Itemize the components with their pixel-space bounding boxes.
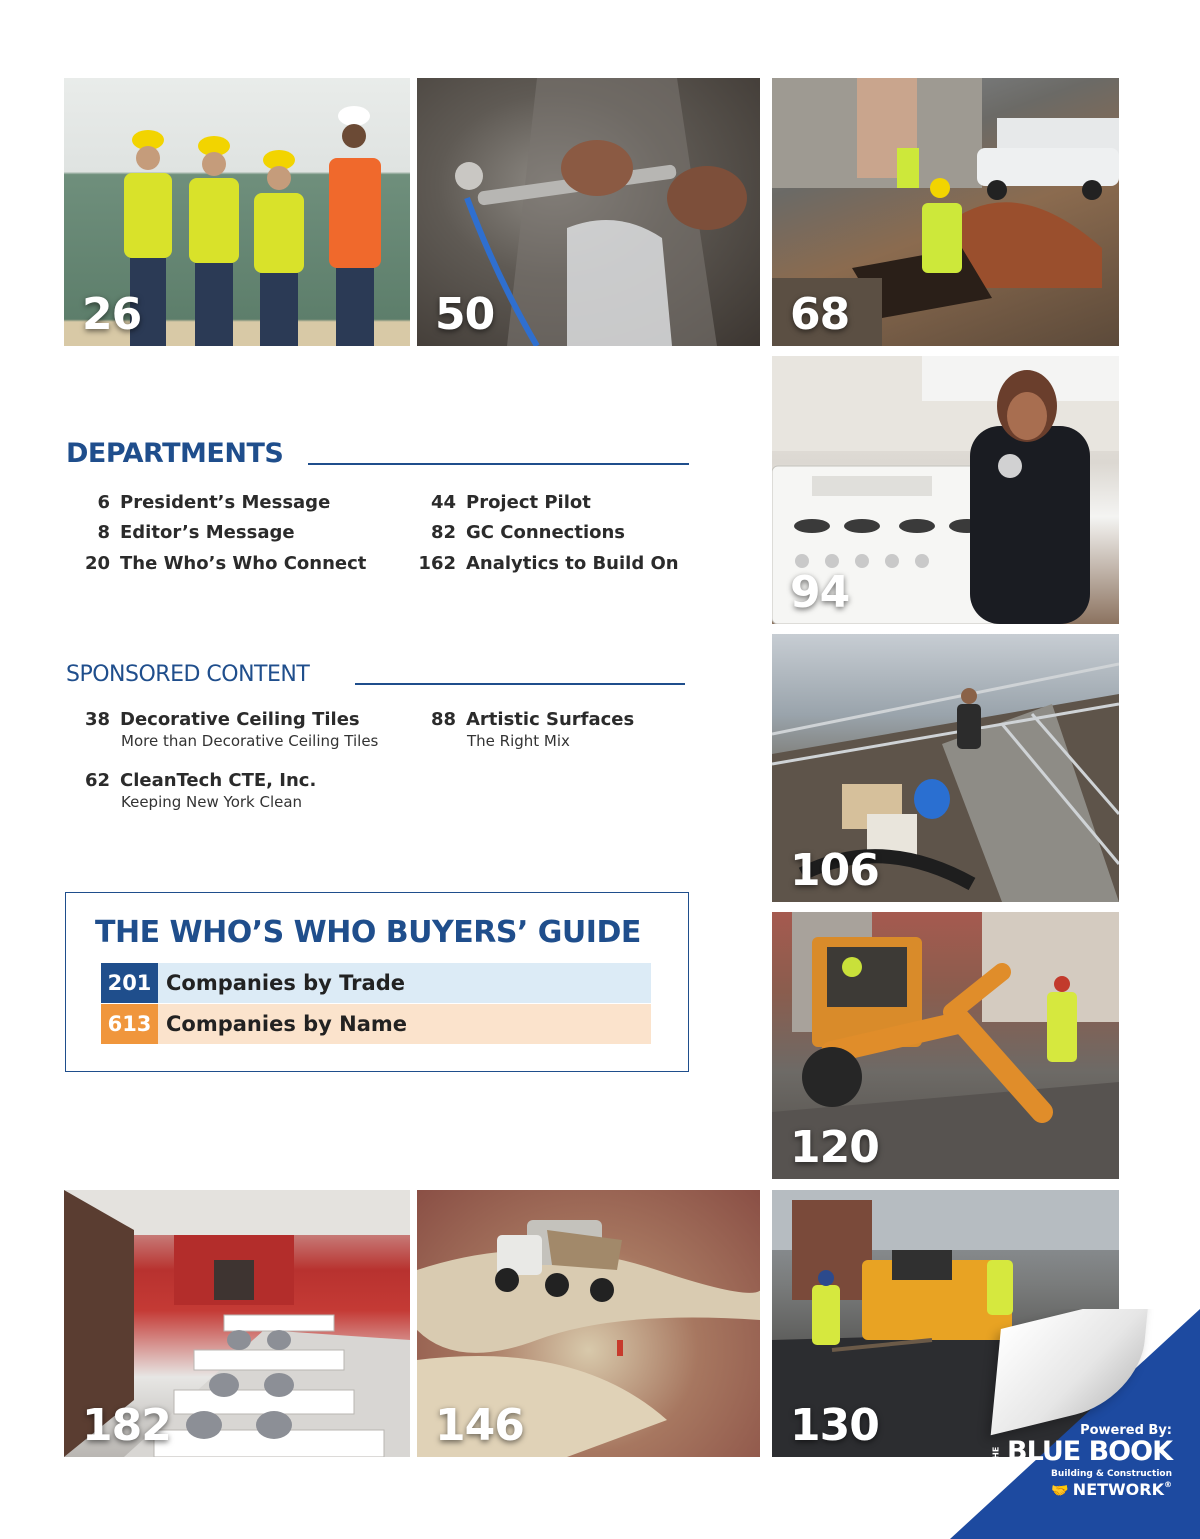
photo-182 <box>64 1190 410 1457</box>
guide-row-trade[interactable] <box>101 963 651 1003</box>
toc-entry[interactable] <box>66 522 295 543</box>
photo-68 <box>772 78 1119 346</box>
page-number: 130 <box>790 1400 879 1451</box>
sponsored-rule <box>355 683 685 685</box>
page-number: 68 <box>790 289 850 340</box>
toc-title: Project Pilot <box>466 492 591 513</box>
page-number: 50 <box>435 289 495 340</box>
toc-page: 88 <box>430 709 456 730</box>
toc-entry[interactable] <box>66 492 330 513</box>
toc-title: President’s Message <box>120 492 331 513</box>
toc-page: 6 <box>97 492 110 513</box>
toc-page: 8 <box>97 522 110 543</box>
toc-title: GC Connections <box>466 522 626 543</box>
logo-tagline: Building & Construction <box>1051 1469 1172 1479</box>
photo-50 <box>417 78 760 346</box>
page-number: 146 <box>435 1400 524 1451</box>
photo-26 <box>64 78 410 346</box>
page-number: 26 <box>82 289 142 340</box>
toc-title: Decorative Ceiling Tiles <box>120 709 360 730</box>
logo-network-word: NETWORK <box>1072 1480 1164 1499</box>
logo-the: THE <box>991 1446 1001 1465</box>
toc-subtitle: Keeping New York Clean <box>121 793 303 811</box>
toc-entry[interactable] <box>66 553 366 574</box>
logo-name: BLUE BOOK <box>1007 1436 1172 1467</box>
toc-title: Editor’s Message <box>120 522 295 543</box>
toc-entry[interactable] <box>66 770 316 791</box>
page-number: 106 <box>790 845 879 896</box>
page-number: 182 <box>82 1400 171 1451</box>
photo-106 <box>772 634 1119 902</box>
guide-label: Companies by Name <box>158 1004 651 1044</box>
departments-heading: DEPARTMENTS <box>66 438 284 469</box>
toc-entry[interactable] <box>410 522 625 543</box>
photo-120 <box>772 912 1119 1179</box>
toc-entry[interactable] <box>410 553 679 574</box>
toc-entry[interactable] <box>410 492 591 513</box>
handshake-icon: 🤝 <box>1051 1483 1069 1499</box>
guide-row-name[interactable] <box>101 1004 651 1044</box>
toc-entry[interactable] <box>66 709 360 730</box>
buyers-guide-heading: THE WHO’S WHO BUYERS’ GUIDE <box>95 915 641 950</box>
blue-book-logo <box>987 1436 1172 1467</box>
guide-label: Companies by Trade <box>158 963 651 1003</box>
toc-page: 20 <box>84 553 110 574</box>
toc-title: The Who’s Who Connect <box>120 553 367 574</box>
buyers-guide-box <box>65 892 689 1072</box>
toc-page: 82 <box>430 522 456 543</box>
departments-rule <box>308 463 689 465</box>
toc-page: 38 <box>84 709 110 730</box>
toc-title: Analytics to Build On <box>466 553 679 574</box>
toc-subtitle: The Right Mix <box>467 732 570 750</box>
page-number: 120 <box>790 1122 879 1173</box>
logo-network <box>1051 1480 1172 1499</box>
page-number: 94 <box>790 567 850 618</box>
toc-page: 162 <box>418 553 456 574</box>
photo-94 <box>772 356 1119 624</box>
registered-mark: ® <box>1164 1480 1172 1489</box>
toc-title: CleanTech CTE, Inc. <box>120 770 317 791</box>
powered-by-text: Powered By: <box>1080 1423 1172 1438</box>
sponsored-heading: SPONSORED CONTENT <box>66 662 310 687</box>
guide-page: 201 <box>101 963 158 1003</box>
toc-page: 44 <box>430 492 456 513</box>
toc-title: Artistic Surfaces <box>466 709 635 730</box>
toc-subtitle: More than Decorative Ceiling Tiles <box>121 732 379 750</box>
toc-page: 62 <box>84 770 110 791</box>
guide-page: 613 <box>101 1004 158 1044</box>
toc-entry[interactable] <box>410 709 634 730</box>
photo-146 <box>417 1190 760 1457</box>
